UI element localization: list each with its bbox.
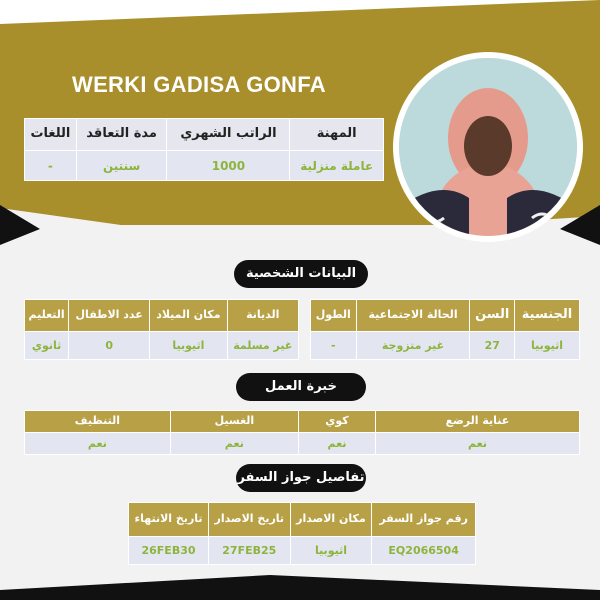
personal-value: اثيوبيا <box>150 332 227 360</box>
passport-value: 26FEB30 <box>129 537 209 565</box>
personal-header: الحالة الاجتماعية <box>356 300 470 332</box>
personal-value: ثانوي <box>25 332 69 360</box>
summary-header: اللغات <box>25 119 77 151</box>
summary-header: الراتب الشهري <box>167 119 290 151</box>
work-header: كوي <box>299 411 376 433</box>
candidate-photo <box>393 52 583 242</box>
summary-value: عاملة منزلية <box>290 151 384 181</box>
work-value: نعم <box>375 433 579 455</box>
candidate-name: WERKI GADISA GONFA <box>72 72 326 97</box>
work-table <box>24 410 580 455</box>
personal-table-right <box>310 299 580 360</box>
passport-header: رقم جواز السفر <box>372 503 476 537</box>
work-header: الغسيل <box>170 411 298 433</box>
passport-value: EQ2066504 <box>372 537 476 565</box>
passport-value: اثيوبيا <box>290 537 372 565</box>
work-header: عناية الرضع <box>375 411 579 433</box>
summary-header: مدة التعاقد <box>76 119 167 151</box>
summary-table <box>24 118 384 181</box>
personal-value: غير مسلمة <box>227 332 298 360</box>
personal-header: الطول <box>311 300 357 332</box>
footer-decoration <box>0 575 600 600</box>
section-title-passport: تفاصيل جواز السفر <box>236 464 366 492</box>
passport-header: مكان الاصدار <box>290 503 372 537</box>
work-value: نعم <box>299 433 376 455</box>
passport-header: تاريخ الانتهاء <box>129 503 209 537</box>
person-portrait-icon <box>399 58 577 236</box>
summary-value: سنتين <box>76 151 167 181</box>
personal-table-left <box>24 299 299 360</box>
section-title-work: خبرة العمل <box>236 373 366 401</box>
section-title-personal: البيانات الشخصية <box>234 260 368 288</box>
personal-value: غير متزوجة <box>356 332 470 360</box>
summary-value: - <box>25 151 77 181</box>
personal-header: التعليم <box>25 300 69 332</box>
passport-value: 27FEB25 <box>209 537 291 565</box>
personal-value: 0 <box>69 332 150 360</box>
personal-header: الجنسية <box>515 300 580 332</box>
summary-header: المهنة <box>290 119 384 151</box>
passport-table <box>128 502 476 565</box>
personal-value: - <box>311 332 357 360</box>
passport-header: تاريخ الاصدار <box>209 503 291 537</box>
personal-header: السن <box>470 300 515 332</box>
summary-value: 1000 <box>167 151 290 181</box>
work-header: التنظيف <box>25 411 171 433</box>
personal-header: الديانة <box>227 300 298 332</box>
personal-header: مكان الميلاد <box>150 300 227 332</box>
personal-value: اثيوبيا <box>515 332 580 360</box>
personal-header: عدد الاطفال <box>69 300 150 332</box>
work-value: نعم <box>25 433 171 455</box>
work-value: نعم <box>170 433 298 455</box>
personal-value: 27 <box>470 332 515 360</box>
